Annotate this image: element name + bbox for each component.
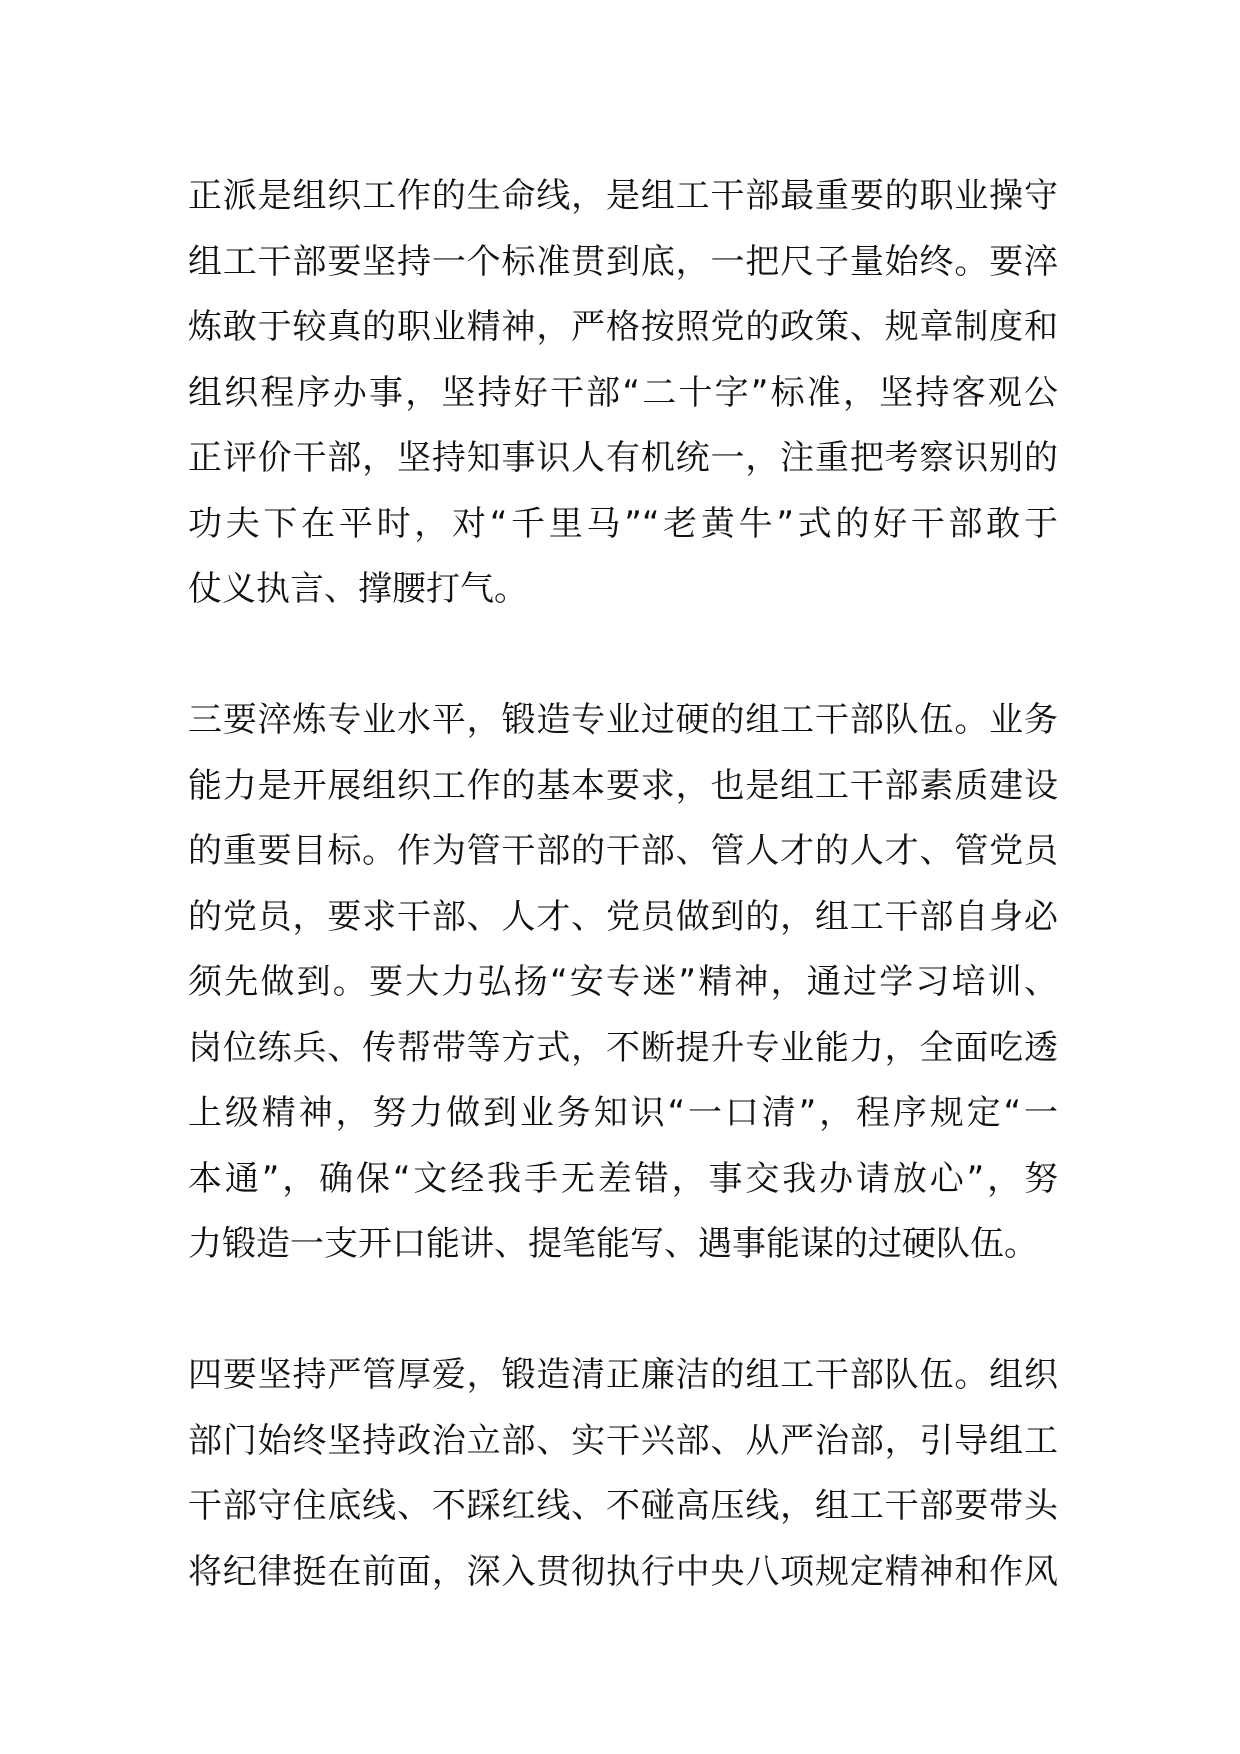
text-line: 能力是开展组织工作的基本要求，也是组工干部素质建设: [188, 765, 1058, 806]
paragraph-1: [188, 164, 1058, 623]
text-line: 上级精神，努力做到业务知识“一口清”，程序规定“一: [188, 1093, 1058, 1133]
text-line: 的党员，要求干部、人才、党员做到的，组工干部自身必: [188, 896, 1058, 937]
text-line: 本通”，确保“文经我手无差错，事交我办请放心”，努: [188, 1158, 1058, 1199]
text-line: 组织程序办事，坚持好干部“二十字”标准，坚持客观公: [188, 372, 1058, 413]
paragraph-3: [188, 1343, 1058, 1605]
text-line: 功夫下在平时，对“千里马”“老黄牛”式的好干部敢于: [188, 503, 1058, 544]
text-line: 将纪律挺在前面，深入贯彻执行中央八项规定精神和作风: [188, 1551, 1058, 1592]
text-line: 正派是组织工作的生命线，是组工干部最重要的职业操守: [188, 176, 1058, 216]
text-line: 四要坚持严管厚爱，锻造清正廉洁的组工干部队伍。组织: [188, 1355, 1058, 1395]
text-line: 干部守住底线、不踩红线、不碰高压线，组工干部要带头: [188, 1486, 1058, 1526]
text-line: 须先做到。要大力弘扬“安专迷”精神，通过学习培训、: [188, 962, 1058, 1002]
text-line: 部门始终坚持政治立部、实干兴部、从严治部，引导组工: [188, 1420, 1058, 1461]
paragraph-2: [188, 688, 1058, 1278]
text-line: 三要淬炼专业水平，锻造专业过硬的组工干部队伍。业务: [188, 700, 1058, 740]
text-line: 力锻造一支开口能讲、提笔能写、遇事能谋的过硬队伍。: [188, 1224, 1038, 1264]
text-line: 炼敢于较真的职业精神，严格按照党的政策、规章制度和: [188, 307, 1058, 347]
text-line: 仗义执言、撑腰打气。: [188, 569, 528, 609]
text-line: 正评价干部，坚持知事识人有机统一，注重把考察识别的: [188, 438, 1058, 478]
text-line: 组工干部要坚持一个标准贯到底，一把尺子量始终。要淬: [188, 241, 1058, 282]
text-line: 岗位练兵、传帮带等方式，不断提升专业能力，全面吃透: [188, 1027, 1058, 1068]
text-line: 的重要目标。作为管干部的干部、管人才的人才、管党员: [188, 831, 1058, 871]
